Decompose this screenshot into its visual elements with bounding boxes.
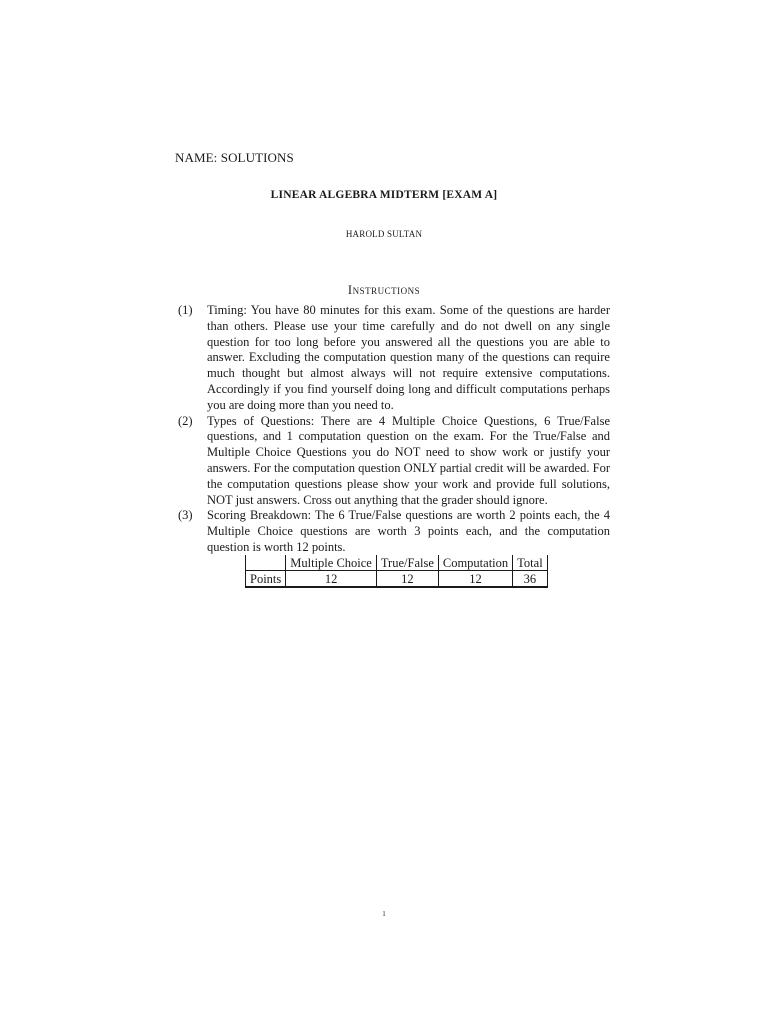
instruction-text: Scoring Breakdown: The 6 True/False questions are worth 2 points each, the 4 Multiple Choice questions are worth 3 points each, and the computation question is worth 12 points. — [207, 508, 610, 554]
instructions-heading: Instructions — [347, 283, 421, 297]
instruction-number: (3) — [178, 508, 193, 523]
table-cell: 12 — [438, 571, 512, 588]
instruction-text: Types of Questions: There are 4 Multiple Choice Questions, 6 True/False questions, and 1 computation question on the exam. For the True/False and Multiple Choice Questions you do NOT need to show work or justify your answers. For the computation question ONLY partial credit will be awarded. For the computation questions please show your work and provide full solutions, NOT just answers. Cross out anything that the grader should ignore. — [207, 413, 610, 507]
instruction-item — [178, 303, 610, 414]
table-header-cell: Multiple Choice — [286, 555, 377, 571]
table-row — [246, 571, 548, 588]
instruction-number: (1) — [178, 303, 193, 317]
instructions-list — [178, 303, 610, 556]
instruction-number: (2) — [178, 413, 193, 428]
instruction-item — [178, 508, 610, 555]
table-header-cell: True/False — [376, 555, 438, 571]
table-cell: 12 — [286, 571, 377, 588]
table-header-row — [246, 555, 548, 571]
scoring-table — [245, 555, 548, 588]
student-name-line: NAME: SOLUTIONS — [175, 150, 294, 165]
instruction-text: Timing: You have 80 minutes for this exam. Some of the questions are harder than others. Please use your time carefully and do not dwell on any single question for too long before you answered all the questions you are able to answer. Excluding the computation question many of the questions can require much thought but almost always will not require extensive computations. Accordingly if you find yourself doing long and difficult computations perhaps you are doing more than you need to. — [207, 303, 610, 412]
table-cell: 12 — [376, 571, 438, 588]
instruction-item — [178, 414, 610, 509]
table-header-cell: Computation — [438, 555, 512, 571]
table-cell: 36 — [513, 571, 548, 588]
table-corner-cell — [246, 555, 286, 571]
table-header-cell: Total — [513, 555, 548, 571]
exam-title: LINEAR ALGEBRA MIDTERM [EXAM A] — [270, 189, 498, 201]
exam-author: HAROLD SULTAN — [345, 229, 423, 239]
table-row-label: Points — [246, 571, 286, 588]
page-number: 1 — [382, 910, 386, 918]
